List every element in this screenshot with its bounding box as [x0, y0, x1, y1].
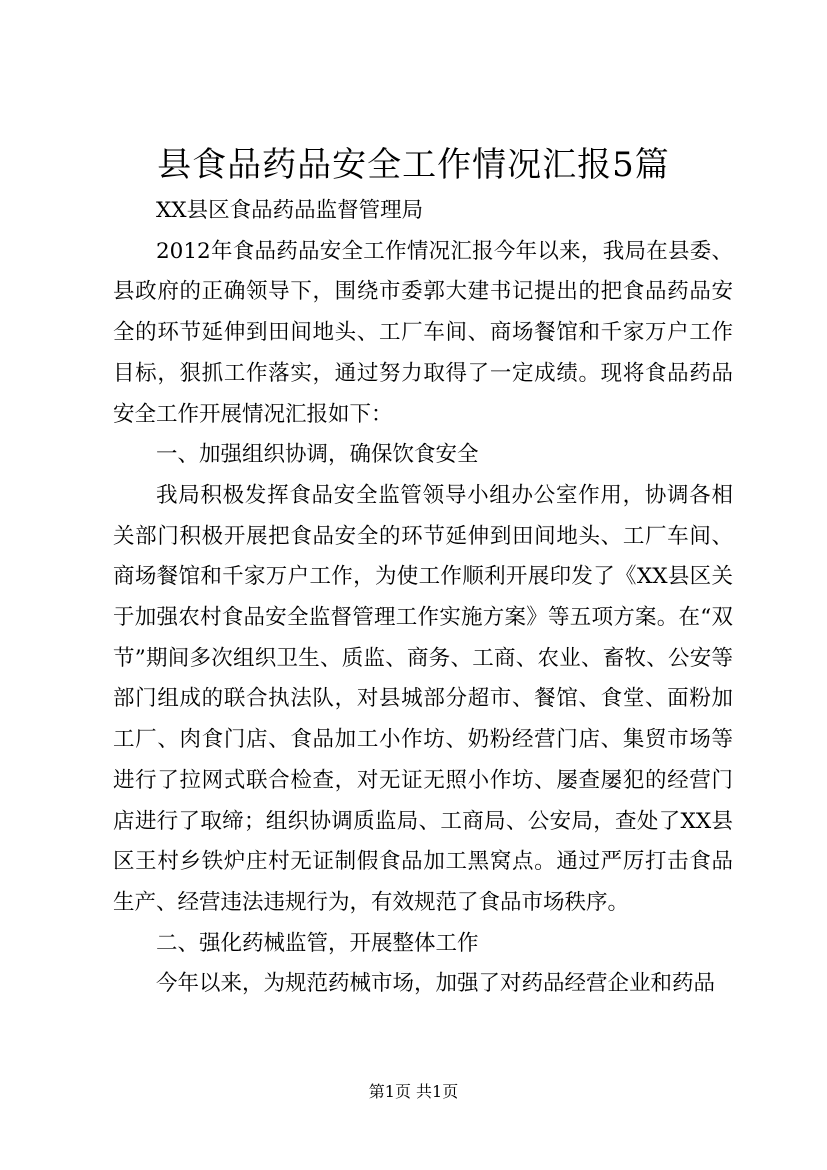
paragraph-organization: XX县区食品药品监督管理局 [156, 198, 424, 223]
paragraph-section-2: 今年以来，为规范药械市场，加强了对药品经营企业和药品 [156, 971, 716, 997]
page-number-footer: 第1页 共1页 [368, 1082, 459, 1101]
paragraph-section-1: 我局积极发挥食品安全监管领导小组办公室作用，协调各相关部门积极开展把食品安全的环节延伸到田间地头、工厂车间、商场餐馆和千家万户工作，为使工作顺利开展印发了《XX县区关于加强农村食品安全监督管理工作实施方案》等五项方案。在“双节”期间多次组织卫生、质监、商务、工商、农业、畜牧、公安等部门组成的联合执法队，对县城部分超市、餐馆、食堂、面粉加工厂、肉食门店、食品加工小作坊、奶粉经营门店、集贸市场等进行了拉网式联合检查，对无证无照小作坊、屡查屡犯的经营门店进行了取缔；组织协调质监局、工商局、公安局，查处了XX县区王村乡铁炉庄村无证制假食品加工黑窝点。通过严厉打击食品生产、经营违法违规行为，有效规范了食品市场秩序。 [113, 482, 733, 915]
document-body [113, 191, 733, 1005]
section-heading-1: 一、加强组织协调，确保饮食安全 [156, 442, 479, 468]
section-heading-2: 二、强化药械监管，开展整体工作 [156, 930, 479, 956]
paragraph-intro: 2012年食品药品安全工作情况汇报今年以来，我局在县委、县政府的正确领导下，围绕市委郭大建书记提出的把食品药品安全的环节延伸到田间地头、工厂车间、商场餐馆和千家万户工作目标，狠抓工作落实，通过努力取得了一定成绩。现将食品药品安全工作开展情况汇报如下： [113, 238, 733, 427]
document-title: 县食品药品安全工作情况汇报5篇 [157, 145, 670, 185]
